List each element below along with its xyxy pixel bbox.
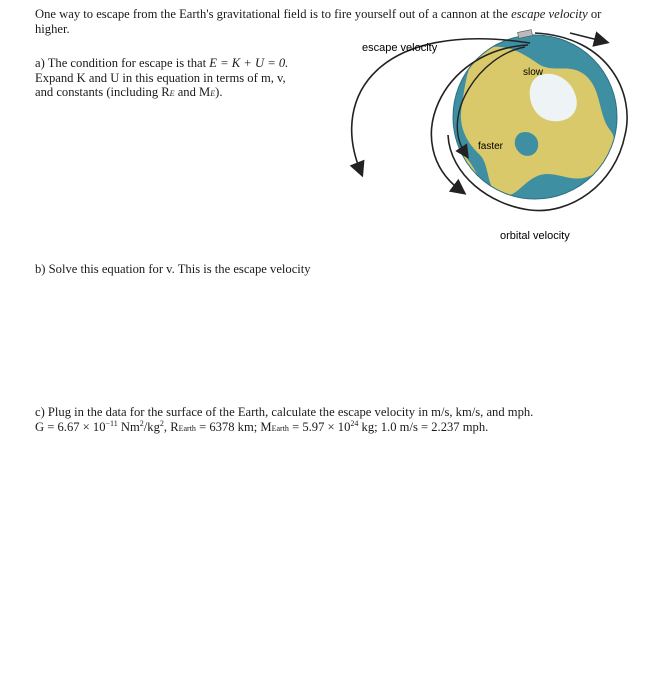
question-a (35, 56, 335, 102)
question-b: b) Solve this equation for v. This is the escape velocity (35, 262, 311, 276)
label-slow: slow (523, 67, 544, 78)
question-a-line2: Expand K and U in this equation in terms of m, v, (35, 70, 286, 85)
intro-emphasis: escape velocity (511, 7, 588, 21)
question-c-line1: c) Plug in the data for the surface of the Earth, calculate the escape velocity in m/s, km/s, and mph. (35, 405, 534, 419)
earth-globe (446, 35, 617, 212)
label-escape-velocity: escape velocity (362, 42, 438, 54)
equation: E = K + U = 0. (209, 56, 289, 70)
escape-velocity-figure (340, 25, 630, 255)
question-a-line3: and constants (including RE and ME). (35, 85, 223, 99)
label-faster: faster (478, 141, 504, 152)
question-c (35, 405, 635, 436)
label-orbital-velocity: orbital velocity (500, 230, 570, 242)
intro-text: One way to escape from the Earth's gravitational field is to fire yourself out of a cannon at the (35, 7, 512, 21)
orbital-arrow (570, 33, 602, 41)
question-c-line2: $G = 6.67 \times 10^{-11}$ $Nm^2/kg^2$, REarth = 6378 km; MEarth = $5.97 \times 10^{24}$ kg; 1.0 m/s = 2.237 mph. (35, 418, 489, 434)
question-a-line1: a) The condition for escape is that E = K + U = 0. (35, 56, 289, 70)
intro-text-end: or higher. (35, 7, 602, 36)
